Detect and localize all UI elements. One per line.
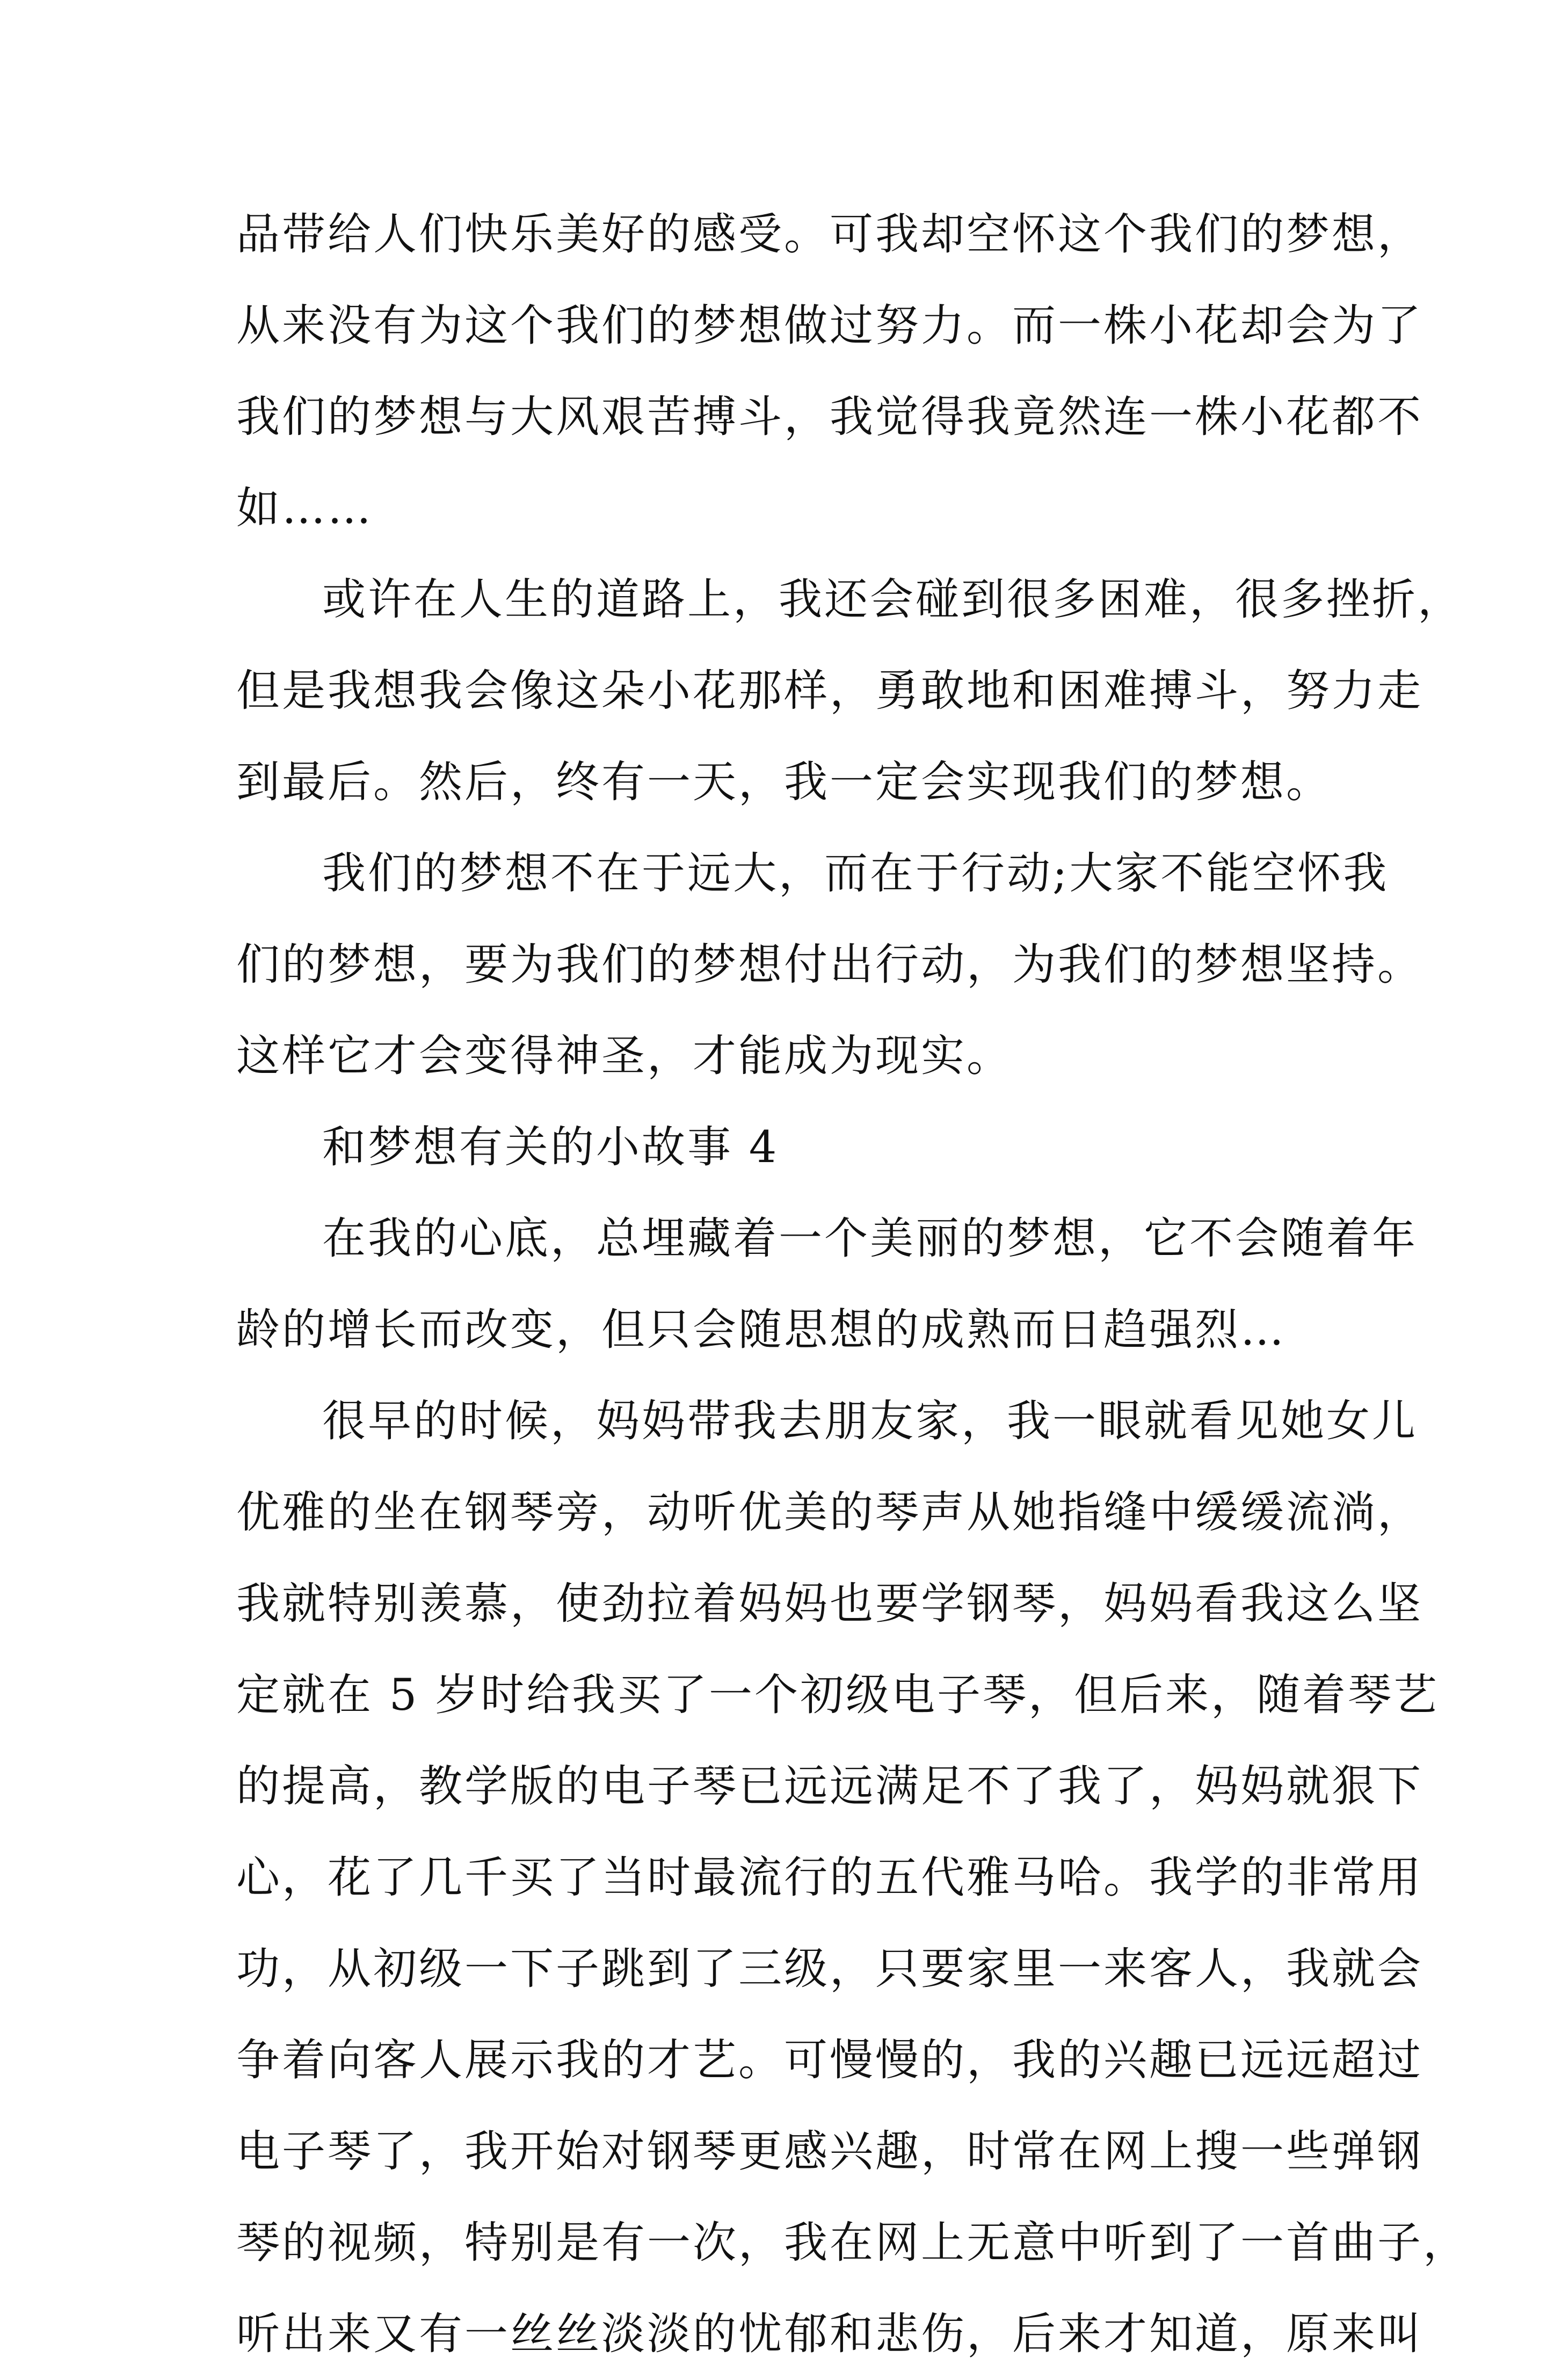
- text-line: 到最后。然后，终有一天，我一定会实现我们的梦想。: [236, 757, 1332, 808]
- text-line: 但是我想我会像这朵小花那样，勇敢地和困难搏斗，努力走: [236, 666, 1424, 716]
- text-line: 心，花了几千买了当时最流行的五代雅马哈。我学的非常用: [236, 1853, 1424, 1903]
- text-line: 如……: [236, 483, 374, 534]
- body-text: [236, 189, 1469, 2380]
- text-line: 定就在 5 岁时给我买了一个初级电子琴，但后来，随着琴艺: [236, 1670, 1440, 1721]
- section-heading: 和梦想有关的小故事 4: [322, 1122, 779, 1173]
- text-line: 功，从初级一下子跳到了三级，只要家里一来客人，我就会: [236, 1944, 1424, 1994]
- text-line: 品带给人们快乐美好的感受。可我却空怀这个我们的梦想，: [236, 209, 1424, 260]
- text-line: 的提高，教学版的电子琴已远远满足不了我了，妈妈就狠下: [236, 1761, 1424, 1812]
- text-line: 听出来又有一丝丝淡淡的忧郁和悲伤，后来才知道，原来叫: [236, 2309, 1424, 2360]
- text-line: 龄的增长而改变，但只会随思想的成熟而日趋强烈…: [236, 1305, 1287, 1355]
- paragraph-first-line: 在我的心底，总埋藏着一个美丽的梦想，它不会随着年: [322, 1214, 1418, 1264]
- text-line: 我们的梦想与大风艰苦搏斗，我觉得我竟然连一株小花都不: [236, 392, 1424, 442]
- paragraph-first-line: 很早的时候，妈妈带我去朋友家，我一眼就看见她女儿: [322, 1396, 1418, 1447]
- text-line: 电子琴了，我开始对钢琴更感兴趣，时常在网上搜一些弹钢: [236, 2127, 1424, 2177]
- text-line: 争着向客人展示我的才艺。可慢慢的，我的兴趣已远远超过: [236, 2035, 1424, 2086]
- text-line: 我就特别羡慕，使劲拉着妈妈也要学钢琴，妈妈看我这么坚: [236, 1579, 1424, 1629]
- text-line: 从来没有为这个我们的梦想做过努力。而一株小花却会为了: [236, 301, 1424, 351]
- paragraph-first-line: 我们的梦想不在于远大，而在于行动;大家不能空怀我: [322, 848, 1389, 899]
- text-line: 这样它才会变得神圣，才能成为现实。: [236, 1031, 1013, 1082]
- text-line: 琴的视频，特别是有一次，我在网上无意中听到了一首曲子，: [236, 2218, 1469, 2268]
- text-line: 优雅的坐在钢琴旁，动听优美的琴声从她指缝中缓缓流淌，: [236, 1488, 1424, 1538]
- paragraph-first-line: 或许在人生的道路上，我还会碰到很多困难，很多挫折，: [322, 575, 1464, 625]
- text-line: 们的梦想，要为我们的梦想付出行动，为我们的梦想坚持。: [236, 940, 1424, 990]
